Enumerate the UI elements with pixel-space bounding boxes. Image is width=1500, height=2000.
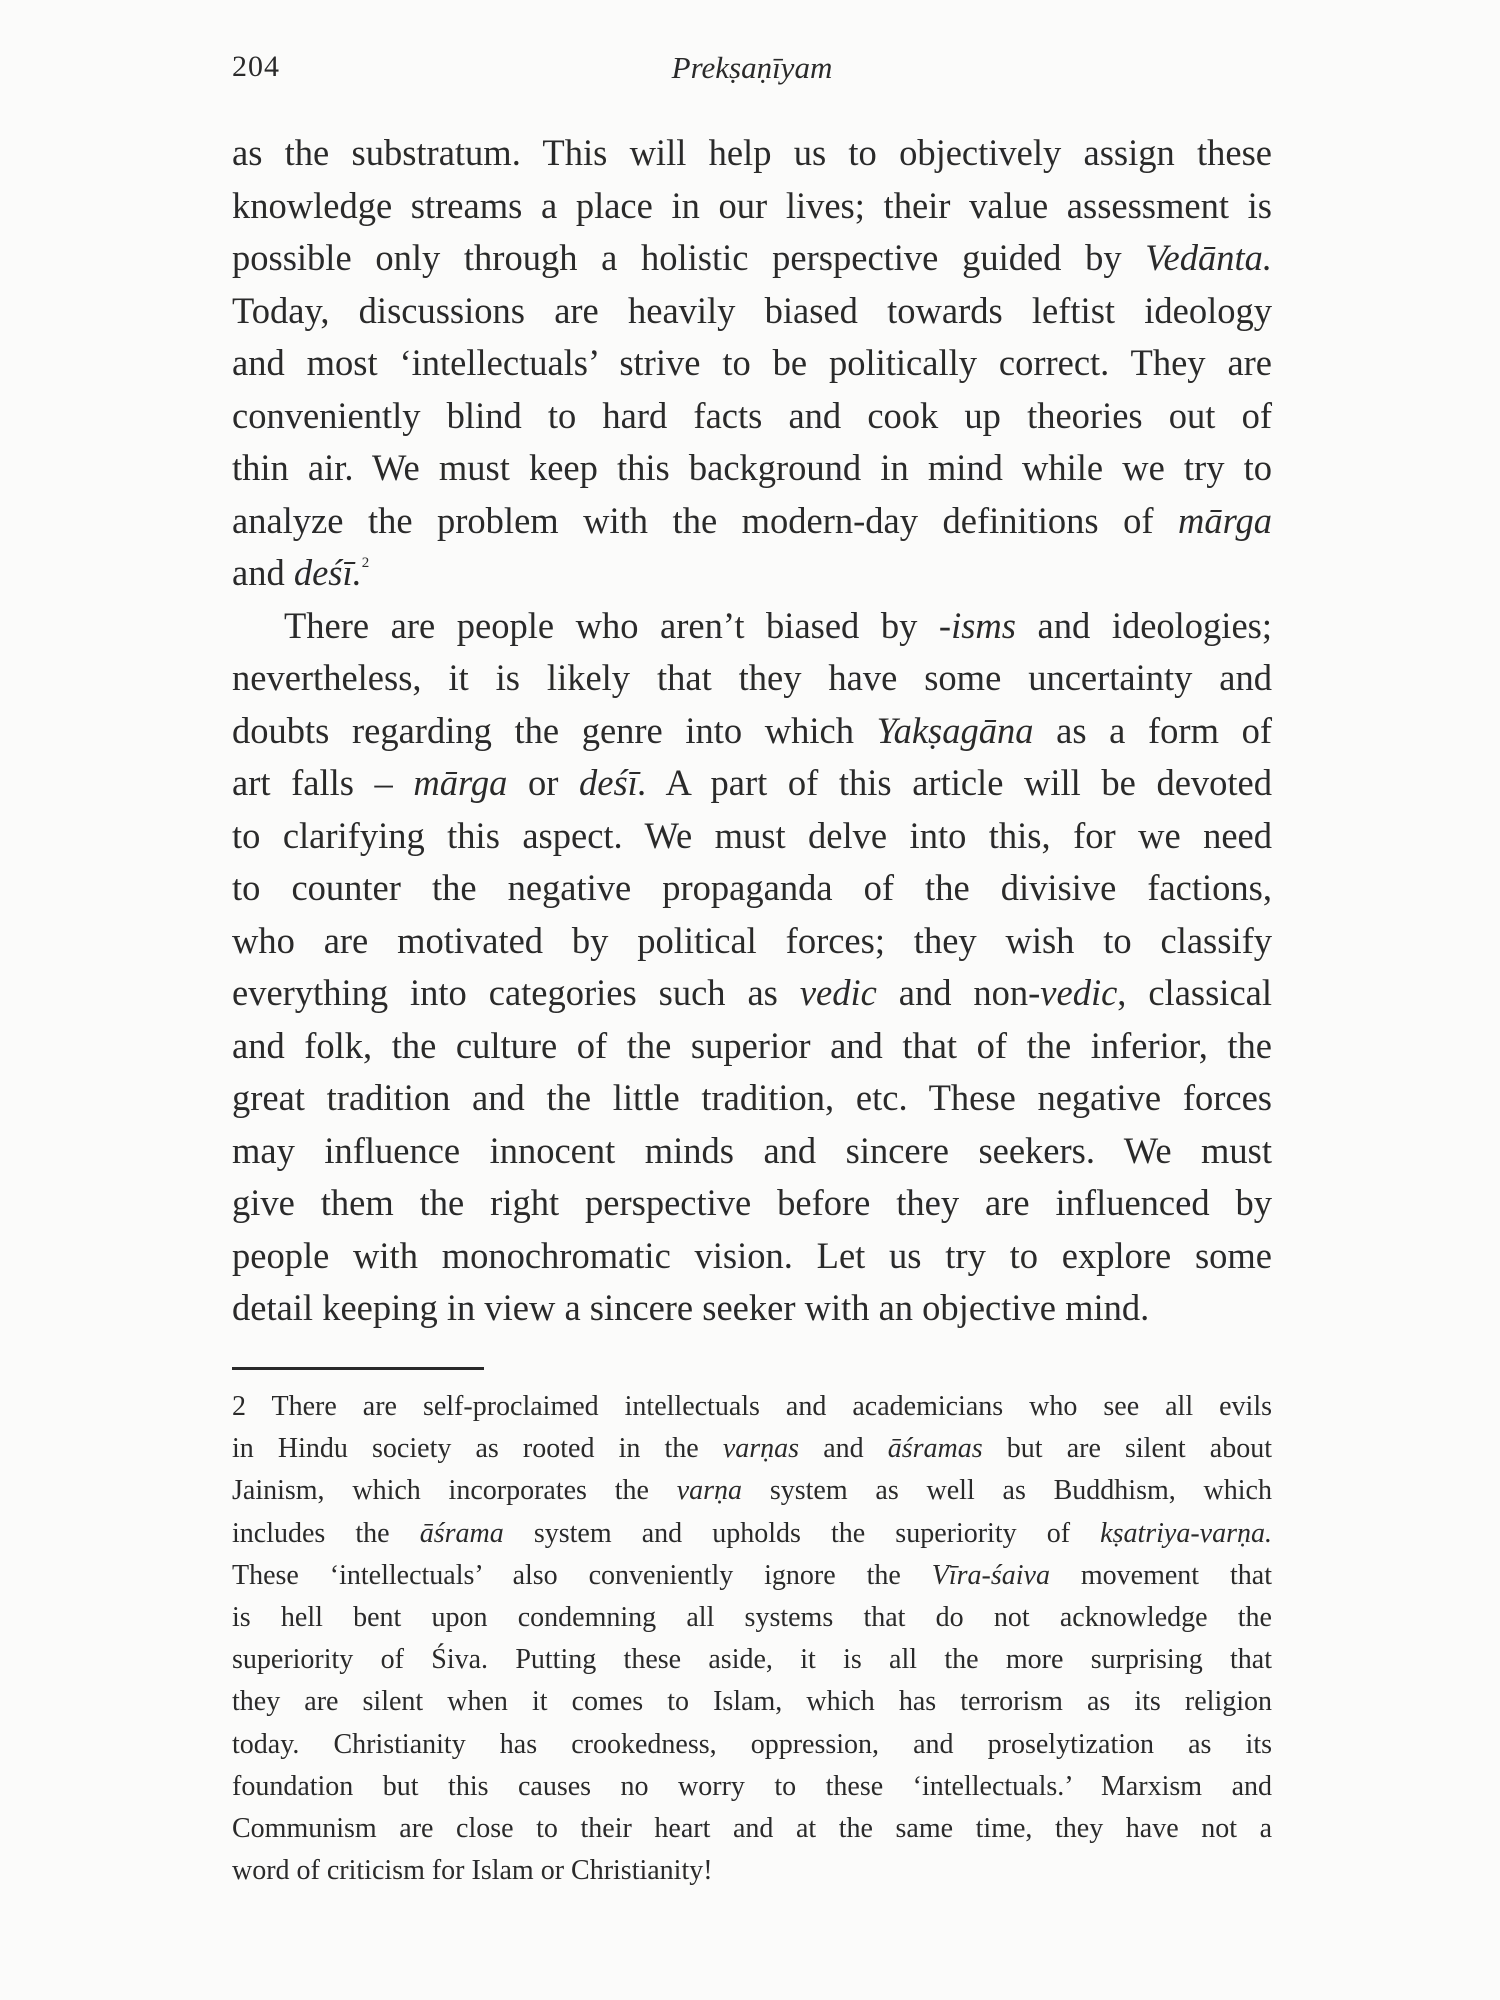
footnote-marker: 2: [361, 555, 370, 571]
text-line: art falls – mārga or deśī. A part of this article will be devoted: [232, 762, 1273, 803]
text-line: give them the right perspective before they are influenced by: [232, 1182, 1272, 1223]
paragraph-2: [232, 600, 1272, 1335]
text-line: in Hindu society as rooted in the varṇas and āśramas but are silent about: [232, 1433, 1273, 1465]
italic-term: varṇa: [676, 1475, 743, 1507]
text-line: possible only through a holistic perspective guided by Vedānta.: [232, 237, 1272, 278]
text-line: includes the āśrama system and upholds the superiority of kṣatriya-varṇa.: [232, 1517, 1272, 1549]
footnote: [232, 1386, 1272, 1892]
text-line: knowledge streams a place in our lives; their value assessment is: [232, 184, 1272, 226]
text-line: There are people who aren’t biased by -isms and ideologies;: [284, 604, 1272, 646]
italic-term: Yakṣagāna: [876, 709, 1034, 751]
italic-term: āśrama: [419, 1517, 504, 1549]
page-number: 204: [232, 50, 280, 83]
body-text: [232, 127, 1272, 1335]
italic-term: mārga: [413, 762, 508, 803]
text-line: everything into categories such as vedic and non-vedic, classical: [232, 972, 1272, 1013]
italic-term: āśramas: [887, 1433, 983, 1465]
italic-term: -isms: [938, 604, 1016, 646]
text-line: may influence innocent minds and sincere seekers. We must: [232, 1129, 1272, 1171]
italic-term: deśī.: [579, 762, 647, 803]
running-head: [232, 50, 1272, 100]
text-line: nevertheless, it is likely that they have some uncertainty and: [232, 657, 1272, 698]
italic-term: vedic: [1040, 972, 1118, 1013]
italic-term: kṣatriya-varṇa.: [1100, 1517, 1272, 1549]
text-line: Today, discussions are heavily biased towards leftist ideology: [232, 289, 1272, 331]
text-line: who are motivated by political forces; they wish to classify: [232, 919, 1272, 961]
book-title: Prekṣaṇīyam: [671, 50, 833, 85]
italic-term: deśī.: [293, 552, 362, 593]
text-line: 2 There are self-proclaimed intellectuals and academicians who see all evils: [232, 1391, 1272, 1422]
text-line: to counter the negative propaganda of the divisive factions,: [232, 867, 1272, 908]
paragraph-1: [232, 127, 1272, 600]
text-line: word of criticism for Islam or Christianity!: [232, 1855, 713, 1887]
text-line: thin air. We must keep this background in mind while we try to: [232, 447, 1272, 488]
text-line: and folk, the culture of the superior and that of the inferior, the: [232, 1024, 1272, 1066]
text-line: they are silent when it comes to Islam, which has terrorism as its religion: [232, 1686, 1272, 1718]
text-line: people with monochromatic vision. Let us try to explore some: [232, 1234, 1272, 1276]
text-line: Jainism, which incorporates the varṇa system as well as Buddhism, which: [232, 1475, 1272, 1507]
text-line: foundation but this causes no worry to these ‘intellectuals.’ Marxism and: [232, 1770, 1272, 1802]
text-line: superiority of Śiva. Putting these aside, it is all the more surprising that: [232, 1644, 1272, 1676]
italic-term: mārga: [1178, 499, 1272, 541]
italic-term: Vīra-śaiva: [931, 1559, 1050, 1591]
italic-term: varṇas: [722, 1433, 800, 1465]
italic-term: vedic: [799, 972, 877, 1013]
italic-term: Vedānta.: [1145, 237, 1272, 278]
text-line: detail keeping in view a sincere seeker with an objective mind.: [232, 1287, 1150, 1328]
text-line: and deśī.$^2$: [232, 552, 370, 593]
text-line: These ‘intellectuals’ also conveniently ignore the Vīra-śaiva movement that: [232, 1559, 1273, 1591]
text-line: today. Christianity has crookedness, oppression, and proselytization as its: [232, 1728, 1272, 1760]
text-line: analyze the problem with the modern-day definitions of mārga: [232, 499, 1272, 541]
text-line: Communism are close to their heart and at the same time, they have not a: [232, 1813, 1272, 1845]
text-line: is hell bent upon condemning all systems that do not acknowledge the: [232, 1602, 1272, 1634]
text-line: doubts regarding the genre into which Yakṣagāna as a form of: [232, 709, 1272, 751]
text-line: and most ‘intellectuals’ strive to be politically correct. They are: [232, 342, 1272, 383]
text-line: as the substratum. This will help us to objectively assign these: [232, 132, 1272, 173]
footnote-divider: [232, 1367, 484, 1370]
text-line: great tradition and the little tradition, etc. These negative forces: [232, 1077, 1272, 1118]
text-line: to clarifying this aspect. We must delve into this, for we need: [232, 814, 1272, 856]
text-line: conveniently blind to hard facts and cook up theories out of: [232, 394, 1272, 436]
